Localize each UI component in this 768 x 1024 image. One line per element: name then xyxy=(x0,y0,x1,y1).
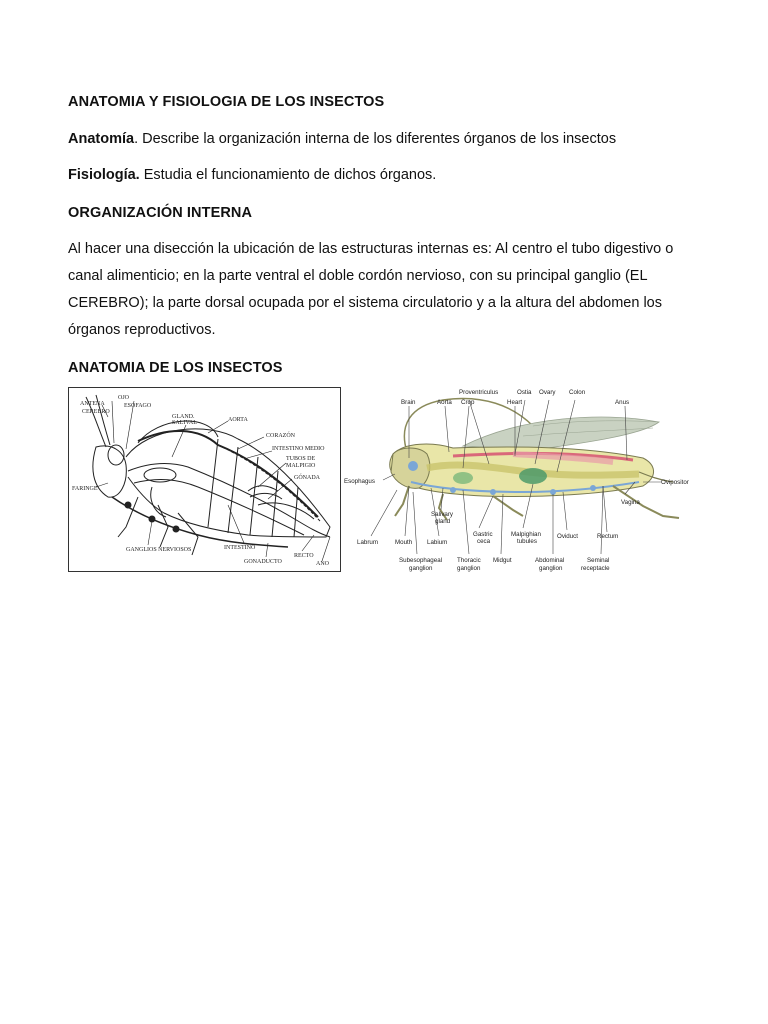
gastric-ceca-shape xyxy=(519,468,547,484)
label-tubos-de: TUBOS DE xyxy=(286,456,316,462)
label-vagina: Vagina xyxy=(621,499,640,506)
label-labium: Labium xyxy=(427,539,448,546)
label-labrum: Labrum xyxy=(357,539,378,546)
label-seminal: Seminal xyxy=(587,557,610,564)
label-tubules: tubules xyxy=(517,538,537,545)
diagram-spanish-svg xyxy=(68,387,341,572)
label-receptacle: receptacle xyxy=(581,565,610,572)
label-ganglion-abd: ganglion xyxy=(539,565,563,572)
insect-anatomy-diagram-spanish xyxy=(68,387,341,572)
label-ceca: ceca xyxy=(477,538,491,545)
label-malpighian: Malpighian xyxy=(511,531,541,538)
anatomia-definition xyxy=(68,126,708,153)
insect-anatomy-diagram-english xyxy=(343,386,693,574)
label-subesophageal: Subesophageal xyxy=(399,557,443,564)
label-heart: Heart xyxy=(507,399,523,406)
label-esofago: ESOFAGO xyxy=(124,403,152,409)
document-title: ANATOMIA Y FISIOLOGIA DE LOS INSECTOS xyxy=(68,94,385,110)
organizacion-heading: ORGANIZACIÓN INTERNA xyxy=(68,205,253,221)
label-antena: ANTENA xyxy=(80,401,105,407)
label-corazon: CORAZÓN xyxy=(266,433,296,439)
label-mouth: Mouth xyxy=(395,539,413,546)
label-intestino: INTESTINO xyxy=(224,545,256,551)
label-anus: Anus xyxy=(615,399,630,406)
anatomia-heading: ANATOMIA DE LOS INSECTOS xyxy=(68,360,283,376)
organizacion-paragraph: Al hacer una disección la ubicación de las estructuras internas es: Al centro el tubo digestivo o canal alimenticio; en la parte ventral el doble cordón nervioso, con su principal ganglio (EL CEREBRO); la parte dorsal ocupada por el sistema circulatorio y a la altura del abdomen los órganos reproductivos. xyxy=(68,241,674,338)
anatomia-text: . Describe la organización interna de los diferentes órganos de los insectos xyxy=(134,131,617,147)
label-thoracic: Thoracic xyxy=(457,557,481,564)
label-colon: Colon xyxy=(569,389,586,396)
label-gland: GLAND. xyxy=(172,414,195,420)
anatomia-term: Anatomía xyxy=(68,131,135,147)
label-ojo: OJO xyxy=(118,395,130,401)
label-salivary: Salivary xyxy=(431,511,454,518)
fisiologia-definition xyxy=(68,162,708,189)
label-gonaducto: GONADUCTO xyxy=(244,559,282,565)
label-midgut: Midgut xyxy=(493,557,512,564)
label-ganglion-thor: ganglion xyxy=(457,565,481,572)
label-rectum: Rectum xyxy=(597,533,619,540)
label-proventriculus: Proventriculus xyxy=(459,389,499,396)
diagram-english-svg xyxy=(343,386,693,574)
label-abdominal: Abdominal xyxy=(535,557,565,564)
label-malpigio: MALPIGIO xyxy=(286,463,316,469)
label-recto: RECTO xyxy=(294,553,314,559)
label-aorta-en: Aorta xyxy=(437,399,452,406)
fisiologia-term: Fisiología. xyxy=(68,167,140,183)
label-ovary: Ovary xyxy=(539,389,556,396)
label-intestino-medio: INTESTINO MEDIO xyxy=(272,446,325,452)
label-cerebro: CEREBRO xyxy=(82,409,110,415)
label-ganglion-sub: ganglion xyxy=(409,565,433,572)
label-faringe: FARINGE xyxy=(72,486,98,492)
label-oviduct: Oviduct xyxy=(557,533,578,540)
label-crop: Crop xyxy=(461,399,475,406)
label-ostia: Ostia xyxy=(517,389,532,396)
label-esophagus: Esophagus xyxy=(344,478,375,485)
label-ganglios: GANGLIOS NERVIOSOS xyxy=(126,547,192,553)
label-ano: ANO xyxy=(316,561,329,567)
label-gastric: Gastric xyxy=(473,531,493,538)
label-aorta: AORTA xyxy=(228,417,248,423)
label-salival: SALIVAL xyxy=(172,420,197,426)
label-gland-en: gland xyxy=(435,518,451,525)
label-brain: Brain xyxy=(401,399,416,406)
label-ovipositor: Ovipositor xyxy=(661,479,689,486)
label-gonada: GÓNADA xyxy=(294,475,320,481)
fisiologia-text: Estudia el funcionamiento de dichos órganos. xyxy=(139,167,437,183)
